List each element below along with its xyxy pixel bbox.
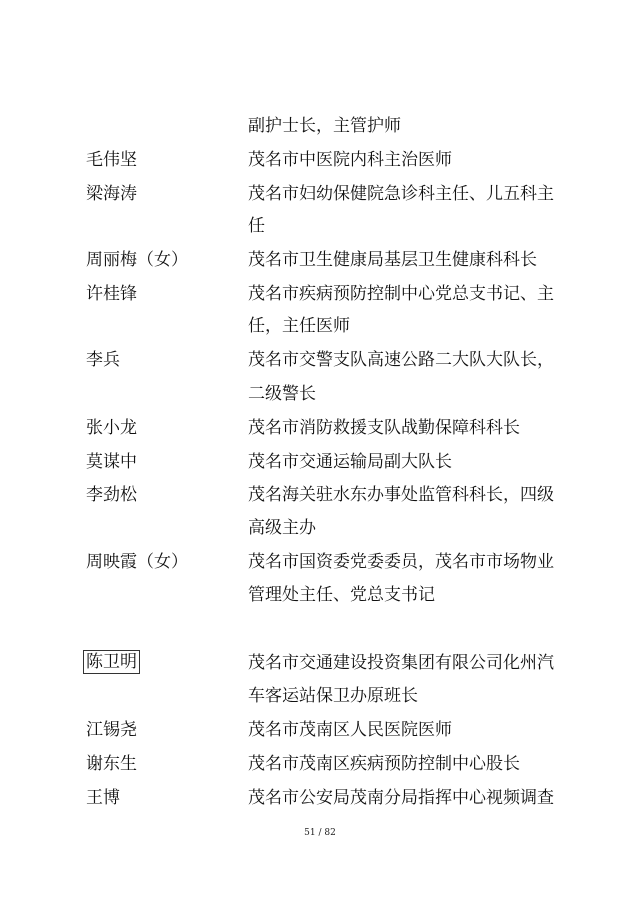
- entry-title-line: 茂名市茂南区人民医院医师: [248, 720, 452, 740]
- entry-title-line: 高级主办: [248, 518, 316, 538]
- page-number: 51 / 82: [304, 828, 336, 838]
- entry-title-line: 茂名市茂南区疾病预防控制中心股长: [248, 754, 520, 774]
- entry-title-line: 茂名市交通建设投资集团有限公司化州汽: [248, 653, 554, 673]
- entry-name: 张小龙: [86, 418, 137, 438]
- entry-name: 李劲松: [86, 485, 137, 505]
- entry-title-line: 任: [248, 216, 265, 236]
- entry-title-line: 二级警长: [248, 384, 316, 404]
- entry-name: 周映霞（女）: [86, 552, 188, 572]
- entry-name: 谢东生: [86, 754, 137, 774]
- entry-title-line: 任，主任医师: [248, 316, 350, 336]
- entry-name: 李兵: [86, 350, 120, 370]
- entry-name: 周丽梅（女）: [86, 250, 188, 270]
- entry-title-line: 茂名市交警支队高速公路二大队大队长，: [248, 350, 554, 370]
- entry-title-line: 茂名市国资委党委委员，茂名市市场物业: [248, 552, 554, 572]
- entry-name: 毛伟坚: [86, 150, 137, 170]
- entry-name: 梁海涛: [86, 184, 137, 204]
- entry-title-line: 茂名市妇幼保健院急诊科主任、儿五科主: [248, 184, 554, 204]
- entry-title-line: 茂名市交通运输局副大队长: [248, 452, 452, 472]
- entry-name: 江锡尧: [86, 720, 137, 740]
- entry-title-line: 茂名市中医院内科主治医师: [248, 150, 452, 170]
- entry-title-line: 茂名市公安局茂南分局指挥中心视频调查: [248, 788, 554, 808]
- entry-title-line: 副护士长，主管护师: [248, 116, 401, 136]
- entry-title-line: 茂名市卫生健康局基层卫生健康科科长: [248, 250, 537, 270]
- entry-title-line: 车客运站保卫办原班长: [248, 686, 418, 706]
- entry-name-highlighted: 陈卫明: [83, 650, 140, 674]
- entry-name: 王博: [86, 788, 120, 808]
- entry-title-line: 茂名市消防救援支队战勤保障科科长: [248, 418, 520, 438]
- entry-title-line: 茂名市疾病预防控制中心党总支书记、主: [248, 284, 554, 304]
- entry-name: 许桂锋: [86, 284, 137, 304]
- entry-title-line: 管理处主任、党总支书记: [248, 585, 435, 605]
- entry-title-line: 茂名海关驻水东办事处监管科科长，四级: [248, 485, 554, 505]
- entry-name: 莫谋中: [86, 452, 137, 472]
